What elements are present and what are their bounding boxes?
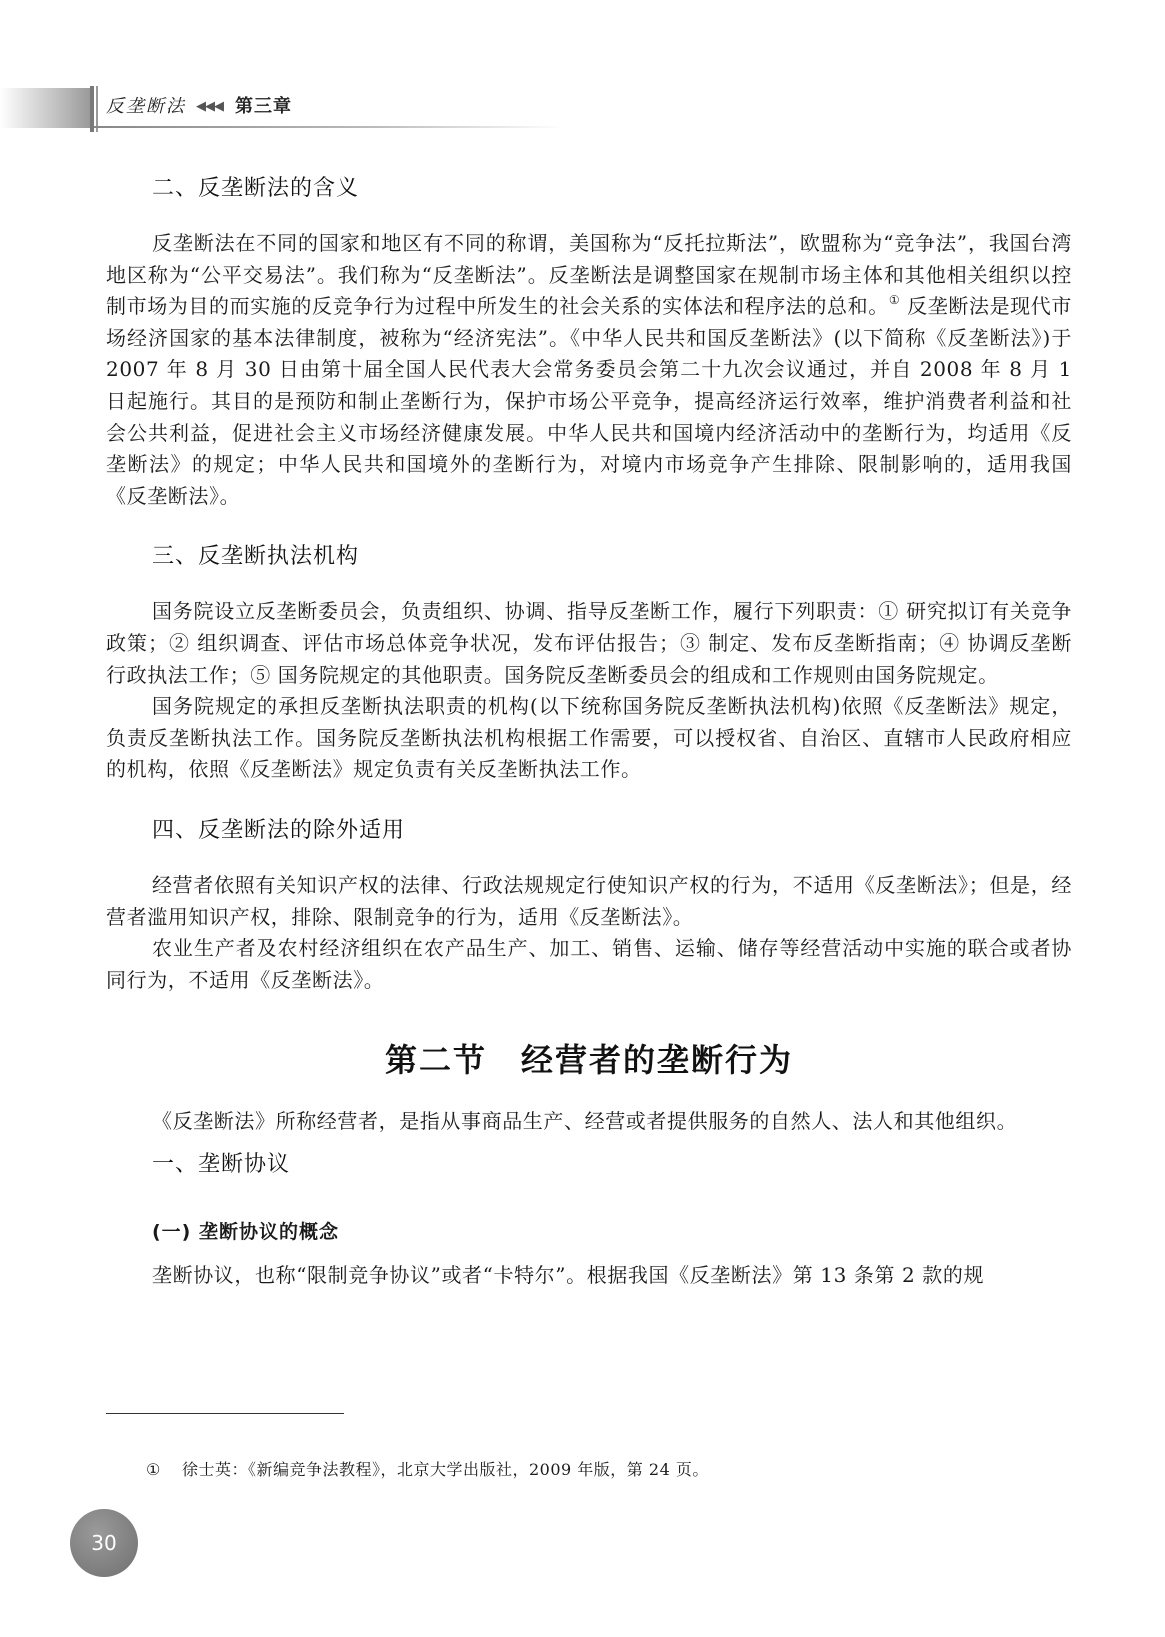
body-paragraph: 农业生产者及农村经济组织在农产品生产、加工、销售、运输、储存等经营活动中实施的联合或者协同行为，不适用《反垄断法》。 <box>106 936 1072 992</box>
section-heading: 二、反垄断法的含义 <box>152 176 360 201</box>
section-label: 第二节 <box>384 1041 487 1080</box>
header-chapter: 第三章 <box>235 96 292 117</box>
footnote-marker[interactable]: ① <box>888 293 901 308</box>
body-paragraph: 垄断协议，也称“限制竞争协议”或者“卡特尔”。根据我国《反垄断法》第 13 条第 2 款的规 <box>152 1262 985 1287</box>
body-paragraph: 国务院设立反垄断委员会，负责组织、协调、指导反垄断工作，履行下列职责：① 研究拟订有关竞争政策；② 组织调查、评估市场总体竞争状况，发布评估报告；③ 制定、发布反垄断指南；④ 协调反垄断行政执法工作；⑤ 国务院规定的其他职责。国务院反垄断委员会的组成和工作规则由国务院规定。 <box>106 599 1072 687</box>
footnote-text: 徐士英：《新编竞争法教程》，北京大学出版社，2009 年版，第 24 页。 <box>182 1460 709 1479</box>
header-arrows-icon: ◀◀◀ <box>196 99 223 114</box>
header-rule <box>94 126 564 128</box>
section-heading: 一、垄断协议 <box>152 1151 291 1177</box>
footnote <box>146 1458 709 1482</box>
body-paragraph: 国务院规定的承担反垄断执法职责的机构(以下统称国务院反垄断执法机构)依照《反垄断法》规定，负责反垄断执法工作。国务院反垄断执法机构根据工作需要，可以授权省、自治区、直辖市人民政府相应的机构，依照《反垄断法》规定负责有关反垄断执法工作。 <box>106 694 1072 782</box>
header-shade <box>0 88 90 128</box>
footnote-mark: ① <box>146 1460 161 1479</box>
header-book-title: 反垄断法 <box>106 96 186 117</box>
body-paragraph: 经营者依照有关知识产权的法律、行政法规规定行使知识产权的行为，不适用《反垄断法》；但是，经营者滥用知识产权，排除、限制竞争的行为，适用《反垄断法》。 <box>106 872 1072 929</box>
section-heading: 三、反垄断执法机构 <box>152 544 360 570</box>
body-paragraph: 反垄断法在不同的国家和地区有不同的称谓，美国称为“反托拉斯法”，欧盟称为“竞争法”，我国台湾地区称为“公平交易法”。我们称为“反垄断法”。反垄断法是调整国家在规制市场主体和其他相关组织以控制市场为目的而实施的反竞争行为过程中所发生的社会关系的实体法和程序法的总和。① 反垄断法是现代市场经济国家的基本法律制度，被称为“经济宪法”。《中华人民共和国反垄断法》(以下简称《反垄断法》)于 2007 年 8 月 30 日由第十届全国人民代表大会常务委员会第二十九次会议通过，并自 2008 年 8 月 1 日起施行。其目的是预防和制止垄断行为，保护市场公平竞争，提高经济运行效率，维护消费者利益和社会公共利益，促进社会主义市场经济健康发展。中华人民共和国境内经济活动中的垄断行为，均适用《反垄断法》的规定；中华人民共和国境外的垄断行为，对境内市场竞争产生排除、限制影响的，适用我国《反垄断法》。 <box>106 231 1072 508</box>
section-name: 经营者的垄断行为 <box>521 1041 794 1080</box>
section-title <box>106 1032 1072 1088</box>
section-heading: 四、反垄断法的除外适用 <box>152 817 406 843</box>
page-number: 30 <box>70 1509 138 1577</box>
running-header <box>106 94 292 120</box>
body-paragraph: 《反垄断法》所称经营者，是指从事商品生产、经营或者提供服务的自然人、法人和其他组织。 <box>152 1109 1018 1134</box>
footnote-rule <box>106 1413 344 1414</box>
subsection-heading: (一) 垄断协议的概念 <box>152 1220 339 1243</box>
page-content <box>106 162 1072 1291</box>
